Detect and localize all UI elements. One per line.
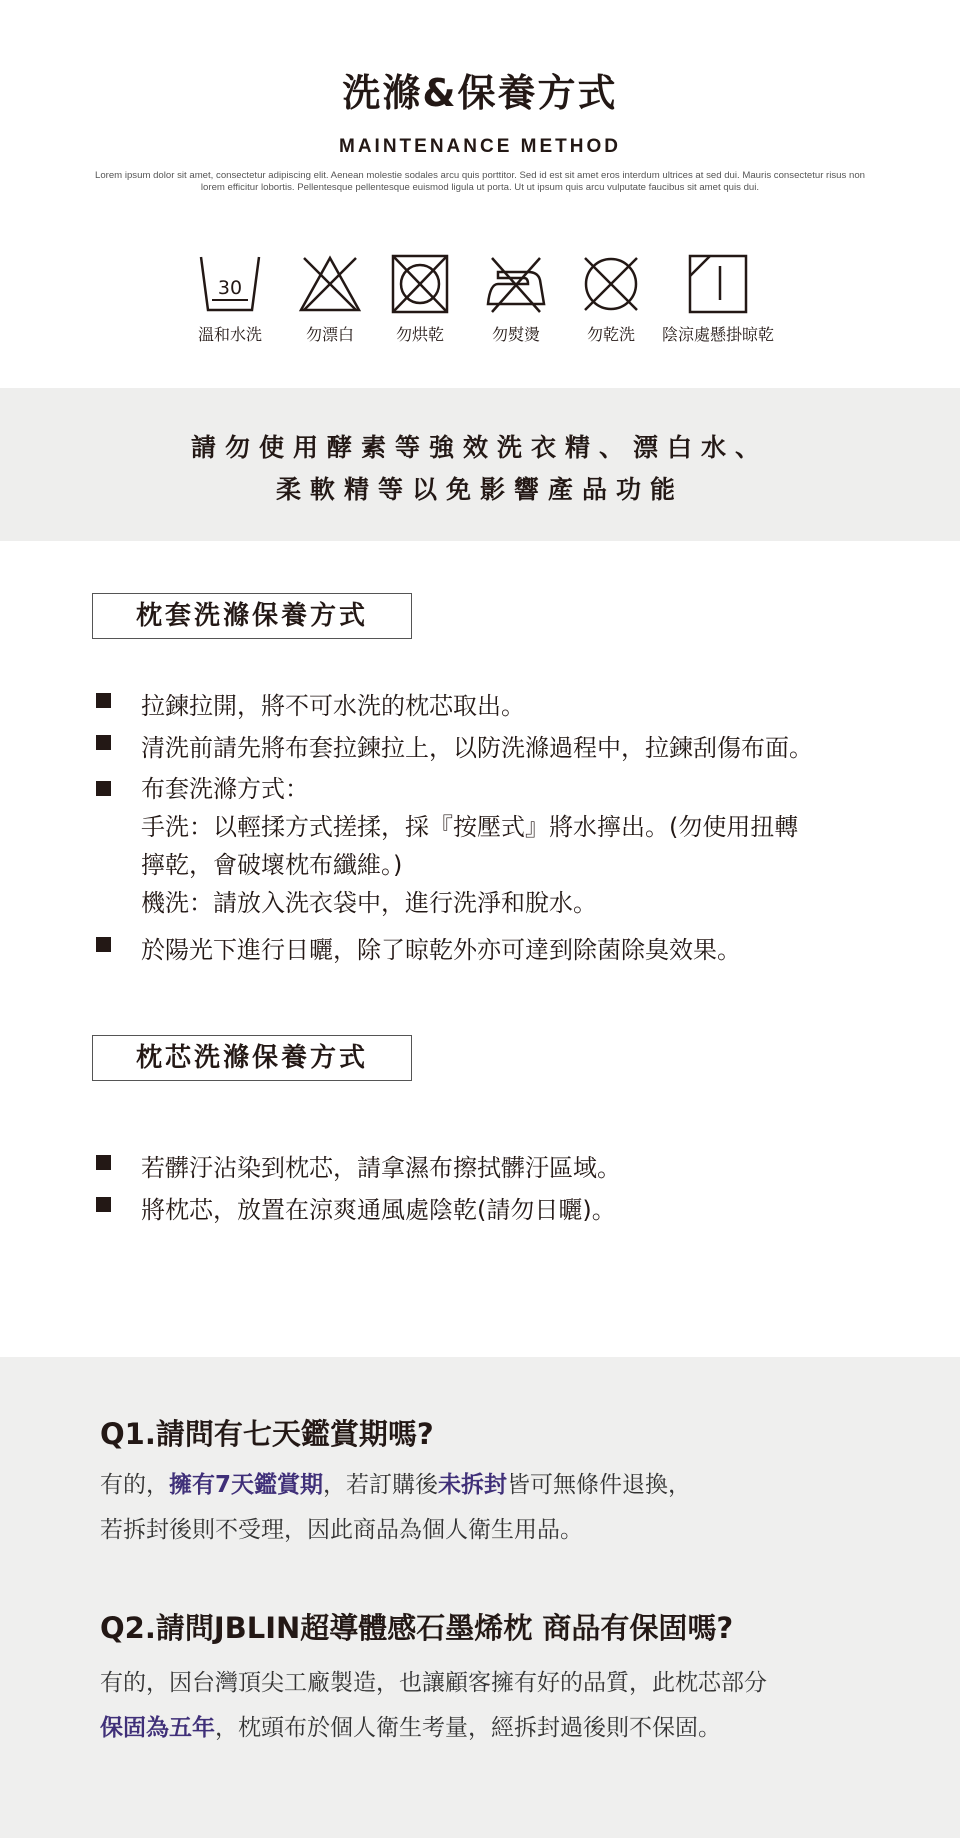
care-icons-row	[0, 254, 960, 354]
faq-answer-1: 有的，擁有7天鑑賞期，若訂購後未拆封皆可無條件退換， 若拆封後則不受理，因此商品為個人衛生用品。	[100, 1472, 692, 1543]
bullet-square	[96, 1155, 111, 1170]
bullet-square	[96, 693, 111, 708]
sub-line: 擰乾，會破壞枕布纖維。)	[141, 851, 403, 879]
page-subtitle: MAINTENANCE METHOD	[339, 136, 621, 157]
list-item: 若髒汙沾染到枕芯，請拿濕布擦拭髒汙區域。	[96, 1148, 941, 1183]
placeholder-paragraph: Lorem ipsum dolor sit amet, consectetur adipiscing elit. Aenean molestie sodales arcu quis porttitor. Sed id est sit amet eros interdum ultrices at sed dui. Mauris consectetur risus non lorem efficitur lobortis. Pellentesque pellentesque euismod ligula ut porta. Ut ut ipsum quis arcu vulputate faucibus sit amet quis dui.	[94, 170, 865, 193]
care-label-linedry: 陰涼處懸掛晾乾	[661, 325, 774, 344]
list-item: 布套洗滌方式： 手洗：以輕揉方式搓揉，採『按壓式』將水擰出。(勿使用扭轉 擰乾，會破壞枕布纖維。) 機洗：請放入洗衣袋中，進行洗淨和脫水。	[96, 770, 941, 922]
sub-line: 機洗：請放入洗衣袋中，進行洗淨和脫水。	[141, 889, 597, 917]
highlight-text: 未拆封	[438, 1472, 508, 1498]
warning-line-2: 柔軟精等以免影響產品功能	[275, 475, 684, 504]
care-label-wash: 溫和水洗	[197, 325, 262, 344]
no-tumble-dry-icon	[388, 254, 452, 314]
no-bleach-icon	[298, 254, 362, 314]
faq-question-1: Q1.請問有七天鑑賞期嗎?	[100, 1417, 434, 1451]
line-dry-shade-icon	[686, 254, 750, 314]
no-iron-icon	[484, 254, 548, 314]
warning-band	[0, 388, 960, 541]
warning-line-1: 請勿使用酵素等強效洗衣精、漂白水、	[190, 433, 769, 462]
list-item: 清洗前請先將布套拉鍊拉上，以防洗滌過程中，拉鍊刮傷布面。	[96, 728, 941, 763]
bullet-square	[96, 1197, 111, 1212]
list-item: 於陽光下進行日曬，除了晾乾外亦可達到除菌除臭效果。	[96, 930, 941, 965]
list-item: 將枕芯，放置在涼爽通風處陰乾(請勿日曬)。	[96, 1190, 941, 1225]
wash-30-icon	[198, 254, 262, 314]
faq-answer-2: 有的，因台灣頂尖工廠製造，也讓顧客擁有好的品質，此枕芯部分 保固為五年，枕頭布於個人衛生考量，經拆封過後則不保固。	[100, 1670, 767, 1741]
header-section	[0, 0, 960, 388]
bullet-square	[96, 781, 111, 796]
highlight-text: 保固為五年	[100, 1715, 215, 1741]
care-label-iron: 勿熨燙	[491, 325, 540, 344]
bullet-square	[96, 735, 111, 750]
care-label-bleach: 勿漂白	[305, 325, 354, 344]
wash-temperature: 30	[217, 277, 243, 299]
care-label-dryclean: 勿乾洗	[586, 325, 635, 344]
page-title: 洗滌&保養方式	[342, 71, 618, 115]
faq-question-2: Q2.請問JBLIN超導體感石墨烯枕 商品有保固嗎?	[100, 1611, 734, 1645]
pillowcase-heading: 枕套洗滌保養方式	[92, 593, 412, 639]
no-dry-clean-icon	[579, 254, 643, 314]
care-label-dry: 勿烘乾	[395, 325, 444, 344]
sub-line: 手洗：以輕揉方式搓揉，採『按壓式』將水擰出。(勿使用扭轉	[141, 813, 799, 841]
bullet-square	[96, 937, 111, 952]
core-heading: 枕芯洗滌保養方式	[92, 1035, 412, 1081]
faq-section	[0, 1357, 960, 1838]
list-item: 拉鍊拉開，將不可水洗的枕芯取出。	[96, 686, 941, 721]
highlight-text: 擁有7天鑑賞期	[169, 1472, 324, 1498]
